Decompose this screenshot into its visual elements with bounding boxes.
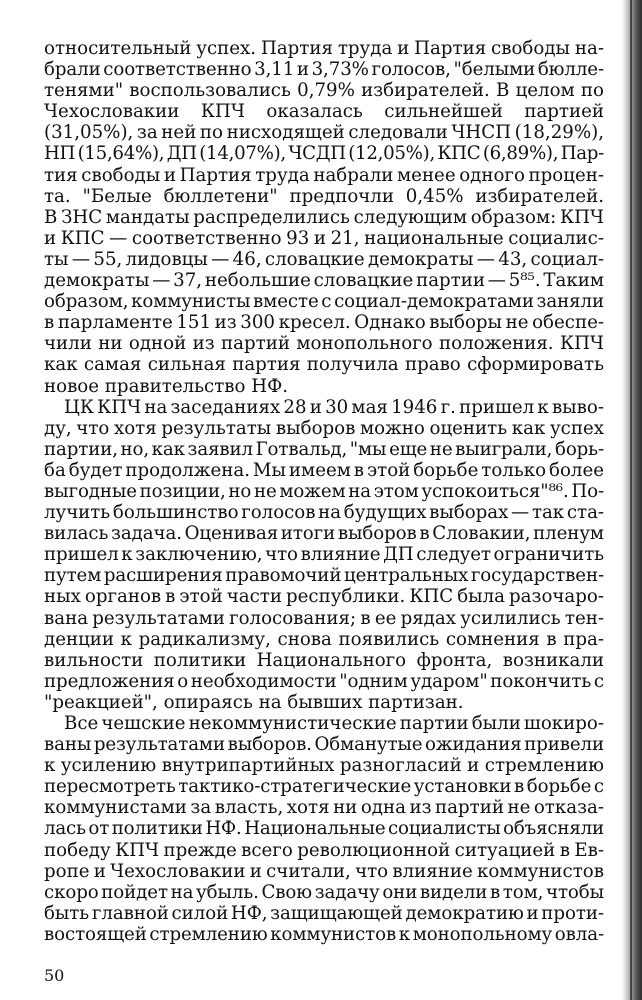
text-line: "реакцией", опираясь на бывших партизан. xyxy=(44,691,464,713)
text-line: лась от политики НФ. Национальные социалисты объясняли xyxy=(44,818,604,840)
text-line: выгодные позиции, но не можем на этом успокоиться"⁸⁶. По- xyxy=(44,480,604,502)
text-line: востоящей стремлению коммунистов к монопольному овла- xyxy=(44,923,604,945)
text-line: ба будет продолжена. Мы имеем в этой борьбе только более xyxy=(44,459,604,481)
text-line: вана результатами голосования; в ее рядах усилились тен- xyxy=(44,607,604,629)
book-spine-edge xyxy=(622,0,642,1000)
text-line: ных органов в этой части республики. КПС была разочаро- xyxy=(44,586,604,608)
text-line: предложения о необходимости "одним ударом" покончить с xyxy=(44,670,604,692)
text-line: ты — 55, лидовцы — 46, словацкие демократы — 43, социал- xyxy=(44,248,604,270)
text-line: лучить большинство голосов на будущих выборах — так ста- xyxy=(44,502,604,524)
text-line: Все чешские некоммунистические партии были шокиро- xyxy=(64,713,604,734)
text-line: образом, коммунисты вместе с социал-демократами заняли xyxy=(44,291,604,313)
text-line: та. "Белые бюллетени" предпочли 0,45% избирателей. xyxy=(44,185,604,207)
text-line: к усилению внутрипартийных разногласий и стремлению xyxy=(44,755,604,777)
text-line: относительный успех. Партия труда и Партия свободы на- xyxy=(44,38,604,59)
text-line: коммунистами за власть, хотя ни одна из партий не отказа- xyxy=(44,797,604,819)
text-line: брали соответственно 3,11 и 3,73% голосов, "белыми бюлле- xyxy=(44,59,604,81)
text-line: ду, что хотя результаты выборов можно оценить как успех xyxy=(44,417,604,439)
text-line: путем расширения правомочий центральных государствен- xyxy=(44,565,604,587)
text-line: НП (15,64%), ДП (14,07%), ЧСДП (12,05%), КПС (6,89%), Пар- xyxy=(44,143,604,165)
text-line: денции к радикализму, снова появились сомнения в пра- xyxy=(44,628,604,650)
text-line: и КПС — соответственно 93 и 21, национальные социалис- xyxy=(44,227,604,249)
text-line: (31,05%), за ней по нисходящей следовали ЧНСП (18,29%), xyxy=(44,122,604,144)
text-line: В ЗНС мандаты распределились следующим образом: КПЧ xyxy=(44,206,604,228)
text-line: демократы — 37, небольшие словацкие партии — 5⁸⁵. Таким xyxy=(44,270,604,292)
text-line: чили ни одной из партий монопольного положения. КПЧ xyxy=(44,333,604,355)
text-line: ЦК КПЧ на заседаниях 28 и 30 мая 1946 г. пришел к выво- xyxy=(64,396,604,418)
page-number: 50 xyxy=(44,966,65,985)
text-line: быть главной силой НФ, защищающей демократию и проти- xyxy=(44,902,604,924)
text-line: вилась задача. Оценивая итоги выборов в Словакии, пленум xyxy=(44,523,604,545)
text-line: победу КПЧ прежде всего революционной ситуацией в Ев- xyxy=(44,839,604,861)
text-line: новое правительство НФ. xyxy=(44,375,289,397)
text-line: как самая сильная партия получила право сформировать xyxy=(44,354,604,376)
text-line: вильности политики Национального фронта, возникали xyxy=(44,649,604,671)
text-line: пришел к заключению, что влияние ДП следует ограничить xyxy=(44,544,604,566)
text-line: ропе и Чехословакии и считали, что влияние коммунистов xyxy=(44,860,604,882)
body-text xyxy=(44,38,604,945)
text-line: скоро пойдет на убыль. Свою задачу они видели в том, чтобы xyxy=(44,881,604,903)
text-line: ваны результатами выборов. Обманутые ожидания привели xyxy=(44,734,604,756)
text-line: пересмотреть тактико-стратегические установки в борьбе с xyxy=(44,776,604,798)
text-line: партии, но, как заявил Готвальд, "мы еще не выиграли, борь- xyxy=(44,438,604,460)
text-line: в парламенте 151 из 300 кресел. Однако выборы не обеспе- xyxy=(44,312,604,334)
text-line: тия свободы и Партия труда набрали менее одного процен- xyxy=(44,164,604,186)
text-line: Чехословакии КПЧ оказалась сильнейшей партией xyxy=(44,101,604,123)
text-line: тенями" воспользовались 0,79% избирателей. В целом по xyxy=(44,80,604,102)
